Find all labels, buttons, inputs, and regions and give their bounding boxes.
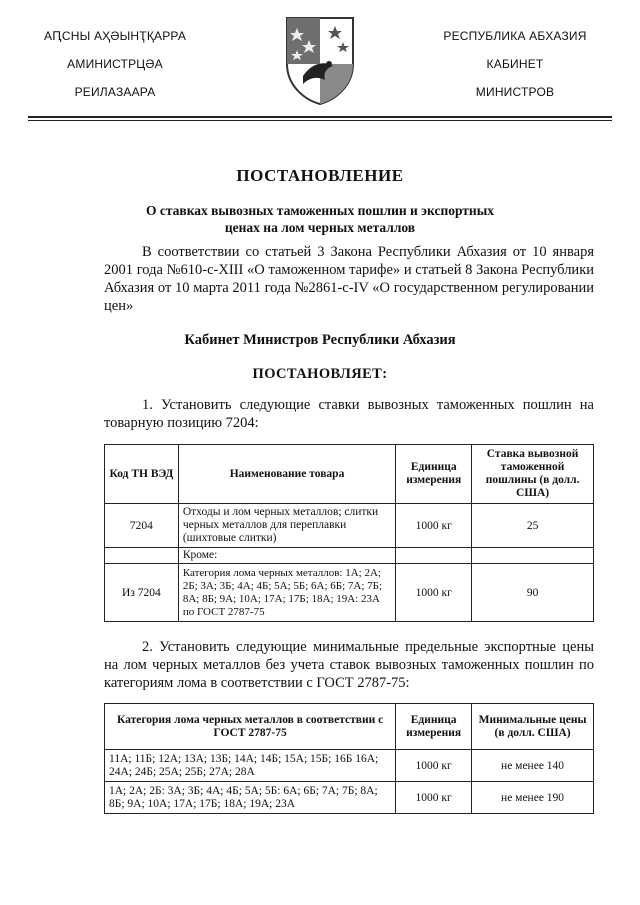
header-left-block [30,22,200,106]
export-duty-table [104,444,594,622]
cell-rate: 90 [472,564,594,622]
table-header-row [105,704,594,750]
table-row [105,782,594,814]
cell-category: 11А; 11Б; 12А; 13А; 13Б; 14А; 14Б; 15А; 15Б; 16Б 16А; 24А; 24Б; 25А; 25Б; 27А; 28А [105,750,396,782]
header-right-line-1: РЕСПУБЛИКА АБХАЗИЯ [443,29,587,43]
col-header-unit: Единица измерения [396,704,472,750]
cell-code-empty [105,548,179,564]
item-1-paragraph [104,396,594,432]
table-row [105,504,594,548]
header-left-line-3: РЕИЛАЗААРА [74,85,156,99]
table-row [105,750,594,782]
col-header-name: Наименование товара [178,445,395,504]
cell-category: 1А; 2А; 2Б: 3А; 3Б; 4А; 4Б; 5А; 5Б: 6А; 6Б; 7А; 7Б; 8А; 8Б; 9А; 10А; 17А; 17Б; 18А; 19А; 23А [105,782,396,814]
subtitle-line-1: О ставках вывозных таможенных пошлин и экспортных [145,203,494,218]
header-divider-thin [28,120,612,121]
document-title: ПОСТАНОВЛЕНИЕ [236,166,404,185]
cell-code: Из 7204 [105,564,179,622]
cell-name: Категория лома черных металлов: 1А; 2А; 2Б; 3А; 3Б; 4А; 4Б; 5А; 5Б; 6А; 6Б; 7А; 7Б; 8А; 8Б; 9А; 10А; 17А; 17Б; 18А; 19А: 23А по ГОСТ 2787-75 [178,564,395,622]
cell-unit: 1000 кг [396,750,472,782]
cell-name: Кроме: [178,548,395,564]
cell-rate-empty [472,548,594,564]
document-subtitle [140,202,500,236]
col-header-category: Категория лома черных металлов в соответствии с ГОСТ 2787-75 [105,704,396,750]
cell-unit: 1000 кг [396,564,472,622]
cell-code: 7204 [105,504,179,548]
cell-price: не менее 140 [472,750,594,782]
header-right-line-3: МИНИСТРОВ [475,85,555,99]
cell-unit-empty [396,548,472,564]
table-header-row [105,445,594,504]
cabinet-heading: Кабинет Министров Республики Абхазия [184,332,456,348]
cell-name: Отходы и лом черных металлов; слитки черных металлов для переплавки (шихтовые слитки) [178,504,395,548]
header-left-line-1: АԤСНЫ АҲӘЫНҬҚАРРА [43,29,187,43]
preamble-text: В соответствии со статьей 3 Закона Республики Абхазия от 10 января 2001 года №610-с-XIII «О таможенном тарифе» и статьей 8 Закона Республики Абхазия от 10 марта 2011 года №2861-с-IV «О государственном регулировании цен» [104,244,594,314]
cell-price: не менее 190 [472,782,594,814]
resolves-heading: ПОСТАНОВЛЯЕТ: [252,366,388,382]
col-header-price: Минимальные цены (в долл. США) [472,704,594,750]
item-2-text: 2. Установить следующие минимальные предельные экспортные цены на лом черных металлов без учета ставок вывозных таможенных пошлин по категориям лома в соответствии с ГОСТ 2787-75: [104,639,594,691]
subtitle-line-2: ценах на лом черных металлов [224,220,416,235]
cell-unit: 1000 кг [396,782,472,814]
cell-rate: 25 [472,504,594,548]
col-header-rate: Ставка вывозной таможенной пошлины (в долл. США) [472,445,594,504]
item-1-text: 1. Установить следующие ставки вывозных таможенных пошлин на товарную позицию 7204: [104,397,594,431]
header-right-line-2: КАБИНЕТ [486,57,544,71]
coat-of-arms-emblem [283,14,357,106]
header-left-line-2: АМИНИСТРЦӘА [67,57,163,71]
header-divider-thick [28,116,612,118]
header-right-block [430,22,600,106]
table-row [105,548,594,564]
table-row [105,564,594,622]
item-2-paragraph [104,638,594,692]
col-header-unit: Единица измерения [396,445,472,504]
minimum-price-table [104,703,594,814]
preamble-paragraph [104,243,594,315]
col-header-code: Код ТН ВЭД [105,445,179,504]
cell-unit: 1000 кг [396,504,472,548]
